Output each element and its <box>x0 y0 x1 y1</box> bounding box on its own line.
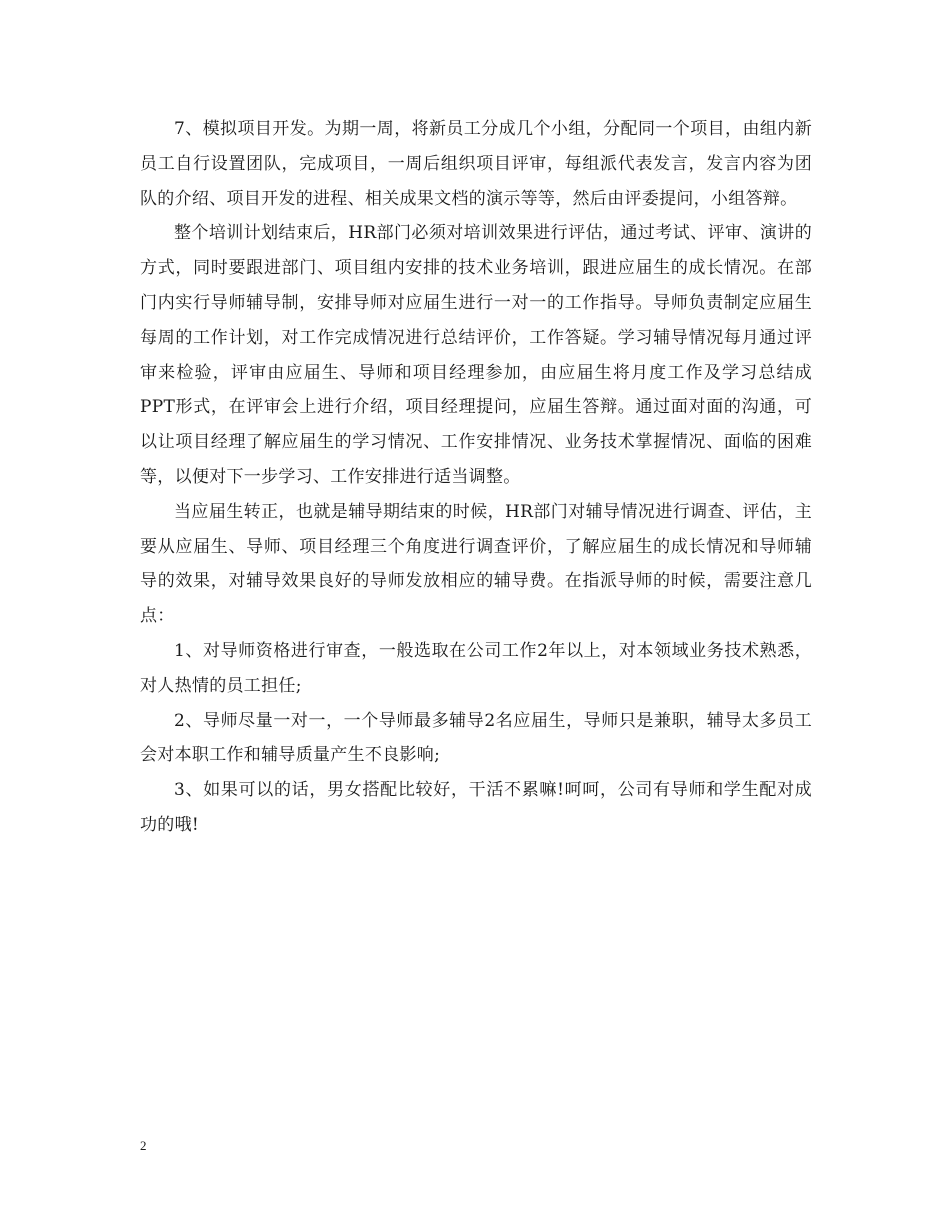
paragraph-point-1: 1、对导师资格进行审查，一般选取在公司工作2年以上，对本领域业务技术熟悉，对人热情的员工担任; <box>140 640 812 696</box>
page-number: 2 <box>140 1138 147 1153</box>
document-body <box>140 112 812 843</box>
paragraph-mock-project: 7、模拟项目开发。为期一周，将新员工分成几个小组，分配同一个项目，由组内新员工自行设置团队，完成项目，一周后组织项目评审，每组派代表发言，发言内容为团队的介绍、项目开发的进程、相关成果文档的演示等等，然后由评委提问，小组答辩。 <box>140 119 812 209</box>
paragraph-training-evaluation: 整个培训计划结束后，HR部门必须对培训效果进行评估，通过考试、评审、演讲的方式，同时要跟进部门、项目组内安排的技术业务培训，跟进应届生的成长情况。在部门内实行导师辅导制，安排导师对应届生进行一对一的工作指导。导师负责制定应届生每周的工作计划，对工作完成情况进行总结评价，工作答疑。学习辅导情况每月通过评审来检验，评审由应届生、导师和项目经理参加，由应届生将月度工作及学习总结成PPT形式，在评审会上进行介绍，项目经理提问，应届生答辩。通过面对面的沟通，可以让项目经理了解应届生的学习情况、工作安排情况、业务技术掌握情况、面临的困难等，以便对下一步学习、工作安排进行适当调整。 <box>140 223 812 487</box>
paragraph-mentorship-review: 当应届生转正，也就是辅导期结束的时候，HR部门对辅导情况进行调查、评估，主要从应届生、导师、项目经理三个角度进行调查评价，了解应届生的成长情况和导师辅导的效果，对辅导效果良好的导师发放相应的辅导费。在指派导师的时候，需要注意几点： <box>140 501 812 627</box>
paragraph-point-3: 3、如果可以的话，男女搭配比较好，干活不累嘛!呵呵，公司有导师和学生配对成功的哦! <box>140 780 812 835</box>
paragraph-point-2: 2、导师尽量一对一，一个导师最多辅导2名应届生，导师只是兼职，辅导太多员工会对本职工作和辅导质量产生不良影响; <box>140 710 812 766</box>
